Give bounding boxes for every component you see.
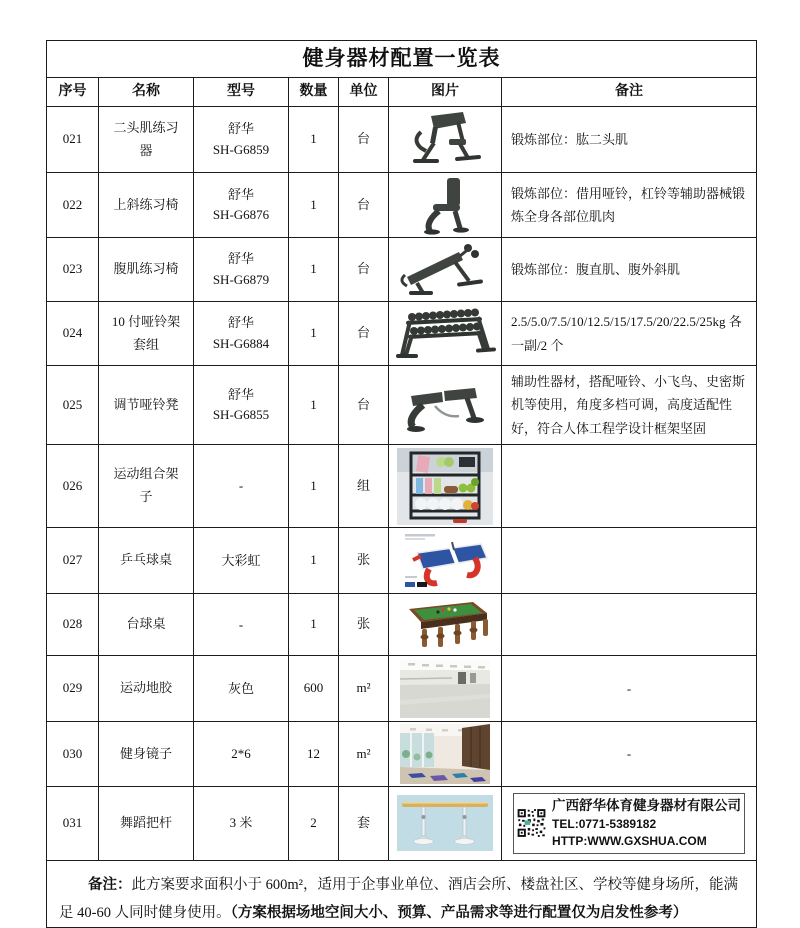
col-header-picture: 图片 [389, 78, 502, 107]
model-cell: 2*6 [194, 722, 289, 787]
adjustable-dumbbell-bench-image [397, 376, 493, 434]
table-row [47, 366, 757, 445]
preacher-curl-trainer-image [397, 110, 493, 170]
qty-cell: 1 [289, 302, 339, 366]
picture-cell [389, 656, 502, 722]
company-name: 广西舒华体育健身器材有限公司 [552, 798, 742, 814]
table-row [47, 594, 757, 656]
table-row [47, 173, 757, 238]
abdominal-bench-image [397, 241, 493, 299]
footer-body: 此方案要求面积小于 600m²，适用于企事业单位、酒店会所、楼盘社区、学校等健身场所，能满足 40-60 人同时健身使用。 [59, 876, 738, 921]
remark-cell: 锻炼部位：肱二头肌 [502, 107, 757, 173]
remark-cell [502, 445, 757, 528]
unit-cell: 台 [339, 173, 389, 238]
picture-cell [389, 366, 502, 445]
name-cell: 乒乓球桌 [99, 528, 194, 594]
header-row [47, 78, 757, 107]
table-row [47, 302, 757, 366]
unit-cell: 台 [339, 302, 389, 366]
company-info-block [513, 793, 745, 853]
remark-cell: 锻炼部位：腹直肌、腹外斜肌 [502, 238, 757, 302]
name-cell: 运动地胶 [99, 656, 194, 722]
sports-storage-rack-photo [397, 448, 493, 525]
serial-cell: 024 [47, 302, 99, 366]
picture-cell [389, 787, 502, 860]
model-cell [194, 238, 289, 302]
serial-cell: 030 [47, 722, 99, 787]
unit-cell: 张 [339, 528, 389, 594]
name-cell: 10 付哑铃架套组 [99, 302, 194, 366]
col-header-name: 名称 [99, 78, 194, 107]
footer-note-row [47, 860, 757, 928]
picture-cell [389, 528, 502, 594]
table-row [47, 656, 757, 722]
serial-cell: 026 [47, 445, 99, 528]
qty-cell: 12 [289, 722, 339, 787]
name-cell: 二头肌练习器 [99, 107, 194, 173]
remark-cell: - [502, 656, 757, 722]
company-text [552, 796, 741, 850]
serial-cell: 031 [47, 787, 99, 860]
qty-cell: 1 [289, 594, 339, 656]
table-row [47, 722, 757, 787]
name-cell: 舞蹈把杆 [99, 787, 194, 860]
footer-note-text [59, 871, 744, 928]
col-header-qty: 数量 [289, 78, 339, 107]
qty-cell: 2 [289, 787, 339, 860]
qty-cell: 1 [289, 173, 339, 238]
unit-cell: 套 [339, 787, 389, 860]
qty-cell: 600 [289, 656, 339, 722]
dumbbell-rack-set-image [394, 305, 496, 363]
page-title: 健身器材配置一览表 [47, 41, 757, 78]
qty-cell: 1 [289, 238, 339, 302]
brand-label: 舒华 [227, 315, 254, 331]
company-tel: TEL:0771-5389182 [552, 816, 657, 831]
company-website: HTTP:WWW.GXSHUA.COM [552, 834, 707, 849]
model-cell: 灰色 [194, 656, 289, 722]
col-header-remark: 备注 [502, 78, 757, 107]
name-cell: 健身镜子 [99, 722, 194, 787]
ballet-barre-photo [397, 795, 493, 851]
unit-cell: 张 [339, 594, 389, 656]
unit-cell: m² [339, 656, 389, 722]
table-row [47, 445, 757, 528]
gym-mirror-room-photo [400, 724, 490, 784]
unit-cell: 台 [339, 366, 389, 445]
col-header-no: 序号 [47, 78, 99, 107]
remark-cell [502, 528, 757, 594]
model-cell [194, 302, 289, 366]
qr-code-icon [517, 800, 546, 846]
table-tennis-table-photo [397, 530, 493, 591]
picture-cell [389, 107, 502, 173]
unit-cell: 台 [339, 107, 389, 173]
footer-bold-note: （方案根据场地空间大小、预算、产品需求等进行配置仅为启发性参考） [230, 904, 688, 921]
table-row [47, 787, 757, 860]
remark-cell: 锻炼部位：借用哑铃，杠铃等辅助器械锻炼全身各部位肌肉 [502, 173, 757, 238]
sports-flooring-photo [400, 660, 490, 718]
qty-cell: 1 [289, 366, 339, 445]
model-cell: 大彩虹 [194, 528, 289, 594]
brand-label: 舒华 [227, 386, 254, 402]
serial-cell: 022 [47, 173, 99, 238]
model-cell [194, 107, 289, 173]
brand-label: 舒华 [227, 251, 254, 267]
col-header-unit: 单位 [339, 78, 389, 107]
brand-label: 舒华 [227, 121, 254, 137]
model-number: SH-G6855 [212, 407, 270, 423]
model-cell [194, 173, 289, 238]
footer-label: 备注： [88, 876, 132, 893]
name-cell: 上斜练习椅 [99, 173, 194, 238]
brand-label: 舒华 [227, 186, 254, 202]
billiard-table-photo [397, 596, 493, 653]
remark-cell: - [502, 722, 757, 787]
incline-exercise-chair-image [397, 175, 493, 235]
picture-cell [389, 722, 502, 787]
name-cell: 运动组合架子 [99, 445, 194, 528]
model-cell: 3 米 [194, 787, 289, 860]
unit-cell: 台 [339, 238, 389, 302]
model-cell: - [194, 445, 289, 528]
qty-cell: 1 [289, 107, 339, 173]
equipment-table-document [46, 40, 756, 928]
col-header-model: 型号 [194, 78, 289, 107]
remark-cell: 2.5/5.0/7.5/10/12.5/15/17.5/20/22.5/25kg 各一副/2 个 [502, 302, 757, 366]
model-number: SH-G6876 [212, 207, 270, 222]
serial-cell: 023 [47, 238, 99, 302]
picture-cell [389, 302, 502, 366]
table-row [47, 107, 757, 173]
footer-note [47, 860, 757, 928]
remark-cell: 辅助性器材，搭配哑铃、小飞鸟、史密斯机等使用，角度多档可调，高度适配性好，符合人体工程学设计框架坚固 [502, 366, 757, 445]
serial-cell: 028 [47, 594, 99, 656]
equipment-table [46, 40, 757, 928]
name-cell: 台球桌 [99, 594, 194, 656]
remark-cell [502, 787, 757, 860]
unit-cell: 组 [339, 445, 389, 528]
model-cell: - [194, 594, 289, 656]
table-row [47, 528, 757, 594]
remark-cell [502, 594, 757, 656]
serial-cell: 025 [47, 366, 99, 445]
name-cell: 调节哑铃凳 [99, 366, 194, 445]
name-cell: 腹肌练习椅 [99, 238, 194, 302]
model-number: SH-G6884 [212, 335, 270, 351]
table-row [47, 238, 757, 302]
picture-cell [389, 445, 502, 528]
serial-cell: 027 [47, 528, 99, 594]
picture-cell [389, 594, 502, 656]
model-number: SH-G6859 [212, 141, 270, 157]
serial-cell: 029 [47, 656, 99, 722]
picture-cell [389, 173, 502, 238]
qty-cell: 1 [289, 528, 339, 594]
model-cell [194, 366, 289, 445]
model-number: SH-G6879 [212, 271, 270, 287]
title-row [47, 41, 757, 78]
qty-cell: 1 [289, 445, 339, 528]
unit-cell: m² [339, 722, 389, 787]
picture-cell [389, 238, 502, 302]
serial-cell: 021 [47, 107, 99, 173]
